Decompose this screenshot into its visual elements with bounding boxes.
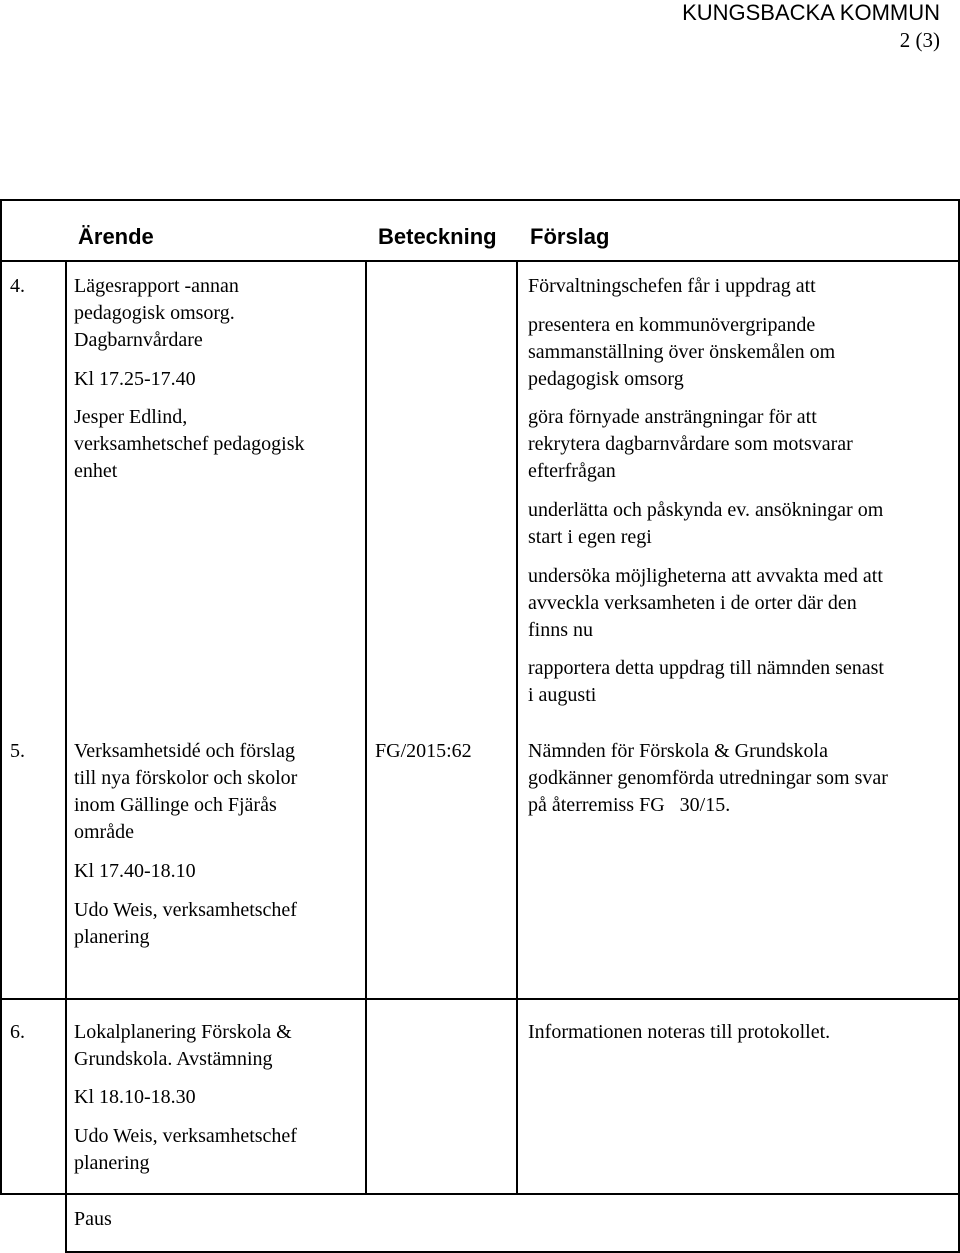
item-designation: FG/2015:62	[375, 740, 472, 762]
column-header-beteckning: Beteckning	[378, 224, 497, 249]
row-number: 4.	[10, 275, 25, 297]
column-header-forslag: Förslag	[530, 224, 610, 249]
proposal-item: rapportera detta uppdrag till nämnden senast i augusti	[528, 657, 884, 706]
proposal-item: göra förnyade ansträngningar för att rekrytera dagbarnvårdare som motsvarar efterfrågan	[528, 406, 853, 482]
proposal-item: undersöka möjligheterna att avvakta med att avveckla verksamheten i de orter där den finns nu	[528, 565, 883, 641]
pause-label: Paus	[74, 1208, 112, 1230]
item-title: Lägesrapport -annan pedagogisk omsorg. Dagbarnvårdare	[74, 275, 239, 351]
page-number: 2 (3)	[899, 28, 940, 52]
proposal-text: Nämnden för Förskola & Grundskola godkänner genomförda utredningar som svar på återremiss FG 30/15.	[528, 740, 888, 816]
row-number: 6.	[10, 1021, 25, 1043]
proposal-text: Informationen noteras till protokollet.	[528, 1021, 831, 1043]
item-title: Verksamhetsidé och förslag till nya förskolor och skolor inom Gällinge och Fjärås område	[74, 740, 298, 843]
row-number: 5.	[10, 740, 25, 762]
proposal-item: presentera en kommunövergripande sammanställning över önskemålen om pedagogisk omsorg	[528, 314, 836, 390]
item-title: Lokalplanering Förskola & Grundskola. Avstämning	[74, 1021, 292, 1070]
item-time: Kl 17.40-18.10	[74, 860, 196, 882]
proposal-intro: Förvaltningschefen får i uppdrag att	[528, 275, 816, 297]
item-time: Kl 17.25-17.40	[74, 368, 196, 390]
item-presenter: Udo Weis, verksamhetschef planering	[74, 899, 297, 948]
organization-name: KUNGSBACKA KOMMUN	[682, 0, 940, 25]
item-time: Kl 18.10-18.30	[74, 1086, 196, 1108]
item-presenter: Udo Weis, verksamhetschef planering	[74, 1125, 297, 1174]
item-presenter: Jesper Edlind, verksamhetschef pedagogisk enhet	[74, 406, 305, 482]
proposal-item: underlätta och påskynda ev. ansökningar om start i egen regi	[528, 499, 884, 548]
column-header-arende: Ärende	[78, 224, 154, 249]
